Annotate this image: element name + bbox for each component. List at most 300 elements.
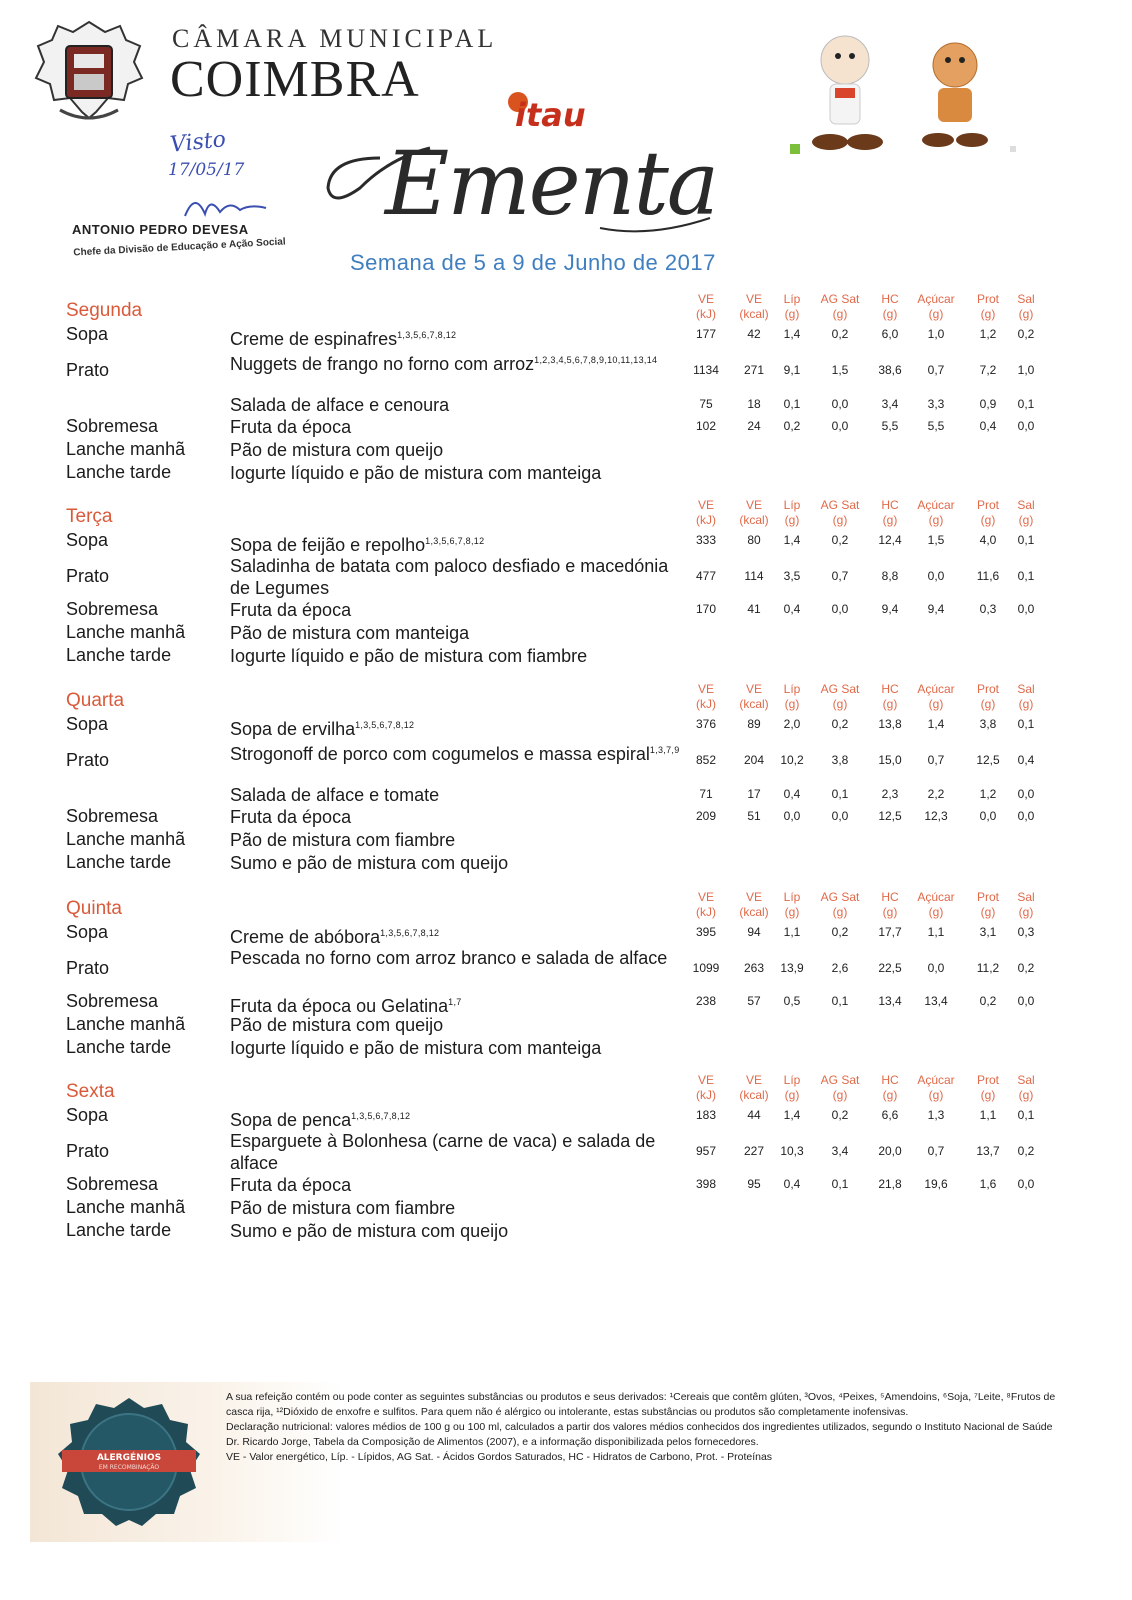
nutrition-value: 177	[695, 327, 717, 341]
nutrition-column-header	[814, 498, 866, 528]
nutrition-column-name: HC	[881, 1073, 899, 1087]
menu-row	[60, 645, 1060, 667]
dish-text: Strogonoff de porco com cogumelos e massa espiral	[230, 744, 650, 764]
meal-type: Sobremesa	[66, 599, 159, 619]
nutrition-value: 12,5	[976, 753, 1000, 767]
nutrition-column-header	[1000, 682, 1052, 712]
nutrition-value: 0,7	[927, 1144, 945, 1158]
nutrition-value: 0,2	[783, 419, 801, 433]
nutrition-value: 1,5	[927, 533, 945, 547]
dish-text: Salada de alface e tomate	[230, 785, 440, 805]
nutrition-column-name: HC	[881, 498, 899, 512]
nutrition-column-name: AG Sat	[820, 682, 860, 696]
nutrition-value: 0,4	[1017, 753, 1035, 767]
nutrition-column-name: AG Sat	[820, 498, 860, 512]
nutrition-value: 1,6	[979, 1177, 997, 1191]
nutrition-column-name: VE	[697, 682, 714, 696]
nutrition-column-header	[766, 292, 818, 322]
nutrition-value: 22,5	[878, 961, 902, 975]
menu-row	[60, 852, 1060, 874]
dish-text: Sopa de ervilha	[230, 719, 356, 739]
menu-row	[60, 1220, 1060, 1242]
nutrition-value: 398	[695, 1177, 717, 1191]
menu-row	[60, 1037, 1060, 1059]
institution-name-line1: CÂMARA MUNICIPAL	[172, 24, 498, 53]
dish-name	[230, 1220, 685, 1242]
nutrition-column-name: Açúcar	[917, 292, 955, 306]
nutrition-column-name: Prot	[976, 498, 999, 512]
nutrition-value: 0,0	[979, 809, 997, 823]
nutrition-value: 1,4	[927, 717, 945, 731]
nutrition-value: 9,4	[927, 602, 945, 616]
nutrition-value: 0,1	[1017, 569, 1035, 583]
dish-text: Sumo e pão de mistura com queijo	[230, 1221, 509, 1241]
nutrition-column-unit: (g)	[980, 307, 996, 321]
nutrition-column-name: Sal	[1017, 292, 1035, 306]
dish-name	[230, 829, 685, 851]
dish-name	[230, 1037, 685, 1059]
nutrition-column-header	[680, 890, 732, 920]
nutrition-column-name: AG Sat	[820, 890, 860, 904]
mascot-characters-illustration	[790, 30, 1110, 170]
meal-type: Sobremesa	[66, 416, 159, 436]
nutrition-column-name: Sal	[1017, 1073, 1035, 1087]
nutrition-value: 0,2	[831, 327, 849, 341]
nutrition-value: 3,3	[927, 397, 945, 411]
nutrition-column-header	[1000, 1073, 1052, 1103]
nutrition-column-header	[766, 498, 818, 528]
meal-type: Lanche tarde	[66, 462, 172, 482]
nutrition-value: 1,0	[927, 327, 945, 341]
nutrition-column-name: VE	[697, 292, 714, 306]
dish-text: Pão de mistura com manteiga	[230, 623, 470, 643]
nutrition-column-unit: (g)	[928, 307, 944, 321]
day-name: Quinta	[66, 898, 122, 919]
meal-type: Prato	[66, 360, 110, 380]
nutrition-value: 13,8	[878, 717, 902, 731]
nutrition-value: 13,7	[976, 1144, 1000, 1158]
nutrition-value: 0,0	[831, 809, 849, 823]
nutrition-value: 8,8	[881, 569, 899, 583]
nutrition-column-name: Prot	[976, 1073, 999, 1087]
nutrition-value: 271	[743, 363, 765, 377]
allergen-codes: 1,3,5,6,7,8,12	[355, 720, 415, 730]
menu-row	[60, 991, 1060, 1016]
allergen-codes: 1,3,5,6,7,8,12	[397, 330, 457, 340]
nutrition-value: 0,7	[927, 363, 945, 377]
nutrition-column-name: Líp	[783, 890, 801, 904]
nutrition-value: 0,5	[783, 994, 801, 1008]
meal-type: Lanche manhã	[66, 829, 186, 849]
nutrition-column-header	[1000, 292, 1052, 322]
nutrition-value: 13,4	[878, 994, 902, 1008]
nutrition-column-header	[864, 890, 916, 920]
day-name: Quarta	[66, 690, 125, 711]
dish-name	[230, 1197, 685, 1219]
nutrition-column-unit: (kcal)	[739, 307, 769, 321]
dish-text: Iogurte líquido e pão de mistura com fiambre	[230, 646, 588, 666]
nutrition-value: 0,0	[1017, 419, 1035, 433]
nutrition-column-unit: (g)	[980, 905, 996, 919]
day-section	[60, 1073, 1060, 1273]
nutrition-value: 6,0	[881, 327, 899, 341]
nutrition-value: 0,7	[831, 569, 849, 583]
nutrition-column-name: VE	[697, 498, 714, 512]
nutrition-value: 1,1	[927, 925, 945, 939]
nutrition-value: 957	[695, 1144, 717, 1158]
dish-text: Fruta da época ou Gelatina	[230, 996, 449, 1016]
dish-text: Iogurte líquido e pão de mistura com manteiga	[230, 463, 602, 483]
badge-label: ALERGÉNIOS	[96, 1453, 162, 1463]
dish-name	[230, 922, 685, 948]
nutrition-value: 0,0	[1017, 787, 1035, 801]
nutrition-value: 42	[747, 327, 761, 341]
dish-name	[230, 806, 685, 828]
nutrition-column-unit: (g)	[784, 1088, 800, 1102]
nutrition-value: 0,1	[1017, 397, 1035, 411]
nutrition-column-header	[766, 682, 818, 712]
nutrition-value: 3,5	[783, 569, 801, 583]
day-section	[60, 890, 1060, 1090]
nutrition-column-header	[814, 682, 866, 712]
nutrition-value: 1,4	[783, 533, 801, 547]
nutrition-column-unit: (g)	[928, 1088, 944, 1102]
dish-text: Nuggets de frango no forno com arroz	[230, 354, 535, 374]
nutrition-value: 0,0	[1017, 994, 1035, 1008]
nutrition-column-unit: (g)	[784, 513, 800, 527]
nutrition-value: 3,8	[979, 717, 997, 731]
nutrition-value: 0,1	[1017, 717, 1035, 731]
nutrition-column-unit: (g)	[832, 1088, 848, 1102]
nutrition-column-unit: (kJ)	[696, 307, 716, 321]
nutrition-value: 0,4	[783, 787, 801, 801]
dish-text: Salada de alface e cenoura	[230, 395, 450, 415]
nutrition-column-name: VE	[745, 682, 762, 696]
abbreviations-legend: VE - Valor energético, Líp. - Lípidos, AG Sat. - Ácidos Gordos Saturados, HC - Hidratos de Carbono, Prot. - Proteínas	[226, 1451, 773, 1463]
nutrition-column-name: Líp	[783, 1073, 801, 1087]
dish-text: Pão de mistura com fiambre	[230, 830, 456, 850]
nutrition-value: 11,2	[976, 961, 1000, 975]
footer-text-block	[226, 1390, 1066, 1465]
nutrition-column-header	[814, 292, 866, 322]
dish-name	[230, 852, 685, 874]
nutrition-value: 1,4	[783, 1108, 801, 1122]
nutrition-column-unit: (g)	[1018, 1088, 1034, 1102]
nutrition-value: 0,2	[1017, 961, 1035, 975]
nutrition-value: 0,2	[831, 717, 849, 731]
nutrition-value: 0,2	[1017, 1144, 1035, 1158]
nutrition-value: 0,2	[831, 925, 849, 939]
dish-name	[230, 1174, 685, 1196]
nutrition-column-unit: (g)	[1018, 905, 1034, 919]
nutrition-column-name: Sal	[1017, 890, 1035, 904]
nutrition-column-name: VE	[745, 1073, 762, 1087]
dish-text: Saladinha de batata com paloco desfiado e macedónia de Legumes	[230, 556, 669, 598]
dish-text: Esparguete à Bolonhesa (carne de vaca) e salada de alface	[230, 1131, 656, 1173]
nutrition-column-name: Açúcar	[917, 1073, 955, 1087]
nutrition-column-unit: (g)	[928, 513, 944, 527]
nutrition-column-name: Açúcar	[917, 890, 955, 904]
menu-row	[60, 922, 1060, 947]
nutrition-value: 57	[747, 994, 761, 1008]
nutrition-value: 94	[747, 925, 761, 939]
dish-name	[230, 530, 685, 556]
dish-name	[230, 739, 685, 765]
dish-name	[230, 555, 685, 599]
day-section	[60, 682, 1060, 882]
menu-row	[60, 599, 1060, 621]
nutrition-value: 0,1	[783, 397, 801, 411]
dish-text: Fruta da época	[230, 417, 352, 437]
nutrition-column-header	[910, 498, 962, 528]
signer-role: Chefe da Divisão de Educação e Ação Social	[73, 236, 286, 259]
nutrition-value: 12,4	[878, 533, 902, 547]
nutrition-value: 1,1	[979, 1108, 997, 1122]
allergens-badge-icon	[44, 1392, 214, 1532]
nutrition-column-header	[1000, 890, 1052, 920]
nutrition-column-name: Sal	[1017, 682, 1035, 696]
nutrition-value: 3,4	[831, 1144, 849, 1158]
footer-notes	[30, 1382, 1075, 1562]
nutrition-value: 0,0	[831, 397, 849, 411]
nutrition-column-name: Prot	[976, 292, 999, 306]
dish-name	[230, 1130, 685, 1174]
meal-type: Lanche manhã	[66, 622, 186, 642]
meal-type: Prato	[66, 750, 110, 770]
nutrition-value: 0,1	[831, 1177, 849, 1191]
meal-type: Sopa	[66, 714, 109, 734]
meal-type: Lanche manhã	[66, 1014, 186, 1034]
nutrition-column-unit: (g)	[832, 905, 848, 919]
nutrition-value: 0,1	[1017, 533, 1035, 547]
dish-text: Creme de abóbora	[230, 927, 381, 947]
nutrition-value: 9,4	[881, 602, 899, 616]
nutrition-value: 80	[747, 533, 761, 547]
nutrition-value: 333	[695, 533, 717, 547]
meal-type: Lanche tarde	[66, 645, 172, 665]
nutrition-column-header	[864, 682, 916, 712]
nutrition-column-unit: (g)	[784, 307, 800, 321]
meal-type: Sobremesa	[66, 1174, 159, 1194]
nutrition-column-unit: (kJ)	[696, 513, 716, 527]
nutrition-value: 20,0	[878, 1144, 902, 1158]
nutrition-column-unit: (g)	[980, 1088, 996, 1102]
nutrition-column-unit: (kJ)	[696, 905, 716, 919]
nutrition-column-header	[864, 1073, 916, 1103]
nutrition-value: 0,0	[831, 419, 849, 433]
nutrition-value: 0,0	[927, 961, 945, 975]
nutrition-column-name: VE	[745, 498, 762, 512]
dish-name	[230, 599, 685, 621]
nutrition-value: 5,5	[927, 419, 945, 433]
dish-name	[230, 416, 685, 438]
menu-row	[60, 530, 1060, 555]
nutrition-column-name: VE	[745, 890, 762, 904]
menu-row	[60, 946, 1060, 992]
nutrition-column-name: Açúcar	[917, 682, 955, 696]
dish-text: Pão de mistura com queijo	[230, 1015, 444, 1035]
dish-name	[230, 947, 685, 969]
nutrition-column-unit: (kcal)	[739, 697, 769, 711]
nutrition-column-unit: (g)	[980, 513, 996, 527]
meal-type: Prato	[66, 958, 110, 978]
nutrition-column-unit: (kcal)	[739, 513, 769, 527]
allergen-codes: 1,3,5,6,7,8,12	[380, 928, 440, 938]
meal-type: Prato	[66, 566, 110, 586]
nutrition-value: 0,2	[831, 1108, 849, 1122]
day-section	[60, 292, 1060, 492]
nutrition-value: 0,0	[783, 809, 801, 823]
nutrition-value: 395	[695, 925, 717, 939]
nutrition-declaration: Declaração nutricional: valores médios de 100 g ou 100 ml, calculados a partir dos valores médios conhecidos dos ingredientes utilizados, segundo o Instituto Nacional de Saúde Dr. Ricardo Jorge, Tabela da Composição de Alimentos (2007), e a informação disponibilizada pelos fornecedores.	[226, 1421, 1053, 1448]
menu-row	[60, 1197, 1060, 1219]
menu-row	[60, 622, 1060, 644]
nutrition-value: 183	[695, 1108, 717, 1122]
nutrition-value: 0,4	[979, 419, 997, 433]
nutrition-value: 0,0	[1017, 602, 1035, 616]
dish-text: Fruta da época	[230, 1175, 352, 1195]
nutrition-value: 2,3	[881, 787, 899, 801]
nutrition-column-header	[910, 292, 962, 322]
nutrition-column-unit: (g)	[832, 513, 848, 527]
meal-type: Sopa	[66, 1105, 109, 1125]
meal-type: Lanche manhã	[66, 439, 186, 459]
nutrition-value: 102	[695, 419, 717, 433]
nutrition-column-header	[766, 890, 818, 920]
nutrition-value: 2,6	[831, 961, 849, 975]
meal-type: Sobremesa	[66, 991, 159, 1011]
menu-row	[60, 394, 1060, 416]
nutrition-value: 11,6	[976, 569, 1000, 583]
nutrition-value: 5,5	[881, 419, 899, 433]
nutrition-column-unit: (kJ)	[696, 697, 716, 711]
dish-name	[230, 1105, 685, 1131]
nutrition-value: 75	[699, 397, 713, 411]
dish-name	[230, 645, 685, 667]
nutrition-value: 38,6	[878, 363, 902, 377]
nutrition-value: 17,7	[878, 925, 902, 939]
nutrition-column-unit: (g)	[832, 307, 848, 321]
menu-row	[60, 439, 1060, 461]
nutrition-value: 1,1	[783, 925, 801, 939]
nutrition-column-name: Líp	[783, 498, 801, 512]
dish-name	[230, 394, 685, 416]
nutrition-value: 12,3	[924, 809, 948, 823]
allergen-codes: 1,3,7,9	[649, 745, 680, 755]
nutrition-value: 15,0	[878, 753, 902, 767]
nutrition-column-unit: (g)	[1018, 513, 1034, 527]
nutrition-value: 18	[747, 397, 761, 411]
nutrition-value: 238	[695, 994, 717, 1008]
menu-row	[60, 714, 1060, 739]
nutrition-value: 7,2	[979, 363, 997, 377]
nutrition-value: 0,2	[979, 994, 997, 1008]
dish-text: Creme de espinafres	[230, 329, 398, 349]
menu-row	[60, 806, 1060, 828]
dish-name	[230, 622, 685, 644]
nutrition-value: 21,8	[878, 1177, 902, 1191]
menu-row	[60, 738, 1060, 784]
nutrition-value: 24	[747, 419, 761, 433]
nutrition-value: 1,4	[783, 327, 801, 341]
meal-type: Lanche tarde	[66, 852, 172, 872]
menu-row	[60, 416, 1060, 438]
nutrition-value: 0,7	[927, 753, 945, 767]
nutrition-value: 0,2	[1017, 327, 1035, 341]
nutrition-value: 170	[695, 602, 717, 616]
allergen-codes: 1,3,5,6,7,8,12	[351, 1111, 411, 1121]
dish-text: Sumo e pão de mistura com queijo	[230, 853, 509, 873]
nutrition-value: 0,9	[979, 397, 997, 411]
nutrition-value: 71	[699, 787, 713, 801]
nutrition-column-unit: (g)	[1018, 697, 1034, 711]
nutrition-column-unit: (g)	[882, 513, 898, 527]
nutrition-column-name: Prot	[976, 890, 999, 904]
approval-handwritten-date: 17/05/17	[168, 160, 245, 180]
nutrition-value: 3,1	[979, 925, 997, 939]
dish-name	[230, 349, 685, 375]
menu-row	[60, 1105, 1060, 1130]
nutrition-value: 0,0	[1017, 809, 1035, 823]
nutrition-value: 0,1	[831, 994, 849, 1008]
allergens-note: A sua refeição contém ou pode conter as seguintes substâncias ou produtos e seus derivados: ¹Cereais que contêm glúten, ³Ovos, ⁴Peixes, ⁵Amendoins, ⁶Soja, ⁷Leite, ⁸Frutos de casca rija, ¹²Dióxido de enxofre e sulfitos. Para quem não é alérgico ou intolerante, estas substâncias ou produtos são completamente inofensivas.	[226, 1391, 1056, 1418]
nutrition-value: 2,0	[783, 717, 801, 731]
nutrition-value: 3,8	[831, 753, 849, 767]
nutrition-column-name: HC	[881, 890, 899, 904]
week-range: Semana de 5 a 9 de Junho de 2017	[350, 250, 716, 275]
nutrition-column-name: Prot	[976, 682, 999, 696]
nutrition-value: 0,0	[831, 602, 849, 616]
nutrition-value: 13,9	[780, 961, 804, 975]
dish-text: Sopa de feijão e repolho	[230, 535, 426, 555]
nutrition-column-header	[680, 682, 732, 712]
dish-text: Iogurte líquido e pão de mistura com manteiga	[230, 1038, 602, 1058]
nutrition-value: 10,3	[780, 1144, 804, 1158]
day-section	[60, 498, 1060, 698]
nutrition-value: 17	[747, 787, 761, 801]
nutrition-column-name: Sal	[1017, 498, 1035, 512]
allergen-codes: 1,3,5,6,7,8,12	[425, 536, 485, 546]
nutrition-value: 51	[747, 809, 761, 823]
nutrition-value: 1,0	[1017, 363, 1035, 377]
menu-row	[60, 462, 1060, 484]
meal-type: Lanche tarde	[66, 1220, 172, 1240]
dish-text: Pão de mistura com fiambre	[230, 1198, 456, 1218]
nutrition-column-unit: (g)	[832, 697, 848, 711]
nutrition-value: 1,5	[831, 363, 849, 377]
nutrition-column-unit: (g)	[882, 307, 898, 321]
nutrition-value: 2,2	[927, 787, 945, 801]
dish-text: Fruta da época	[230, 807, 352, 827]
dish-text: Pescada no forno com arroz branco e salada de alface	[230, 948, 668, 968]
nutrition-column-header	[910, 682, 962, 712]
nutrition-value: 376	[695, 717, 717, 731]
nutrition-column-header	[1000, 498, 1052, 528]
nutrition-value: 0,3	[979, 602, 997, 616]
nutrition-value: 9,1	[783, 363, 801, 377]
nutrition-value: 10,2	[780, 753, 804, 767]
day-name: Sexta	[66, 1081, 115, 1102]
nutrition-column-unit: (kcal)	[739, 1088, 769, 1102]
nutrition-column-name: Líp	[783, 682, 801, 696]
institution-name-line2: COIMBRA	[170, 51, 420, 108]
menu-row	[60, 1174, 1060, 1196]
nutrition-value: 0,0	[927, 569, 945, 583]
dish-text: Sopa de penca	[230, 1110, 352, 1130]
nutrition-column-name: HC	[881, 682, 899, 696]
nutrition-column-header	[910, 890, 962, 920]
dish-name	[230, 439, 685, 461]
